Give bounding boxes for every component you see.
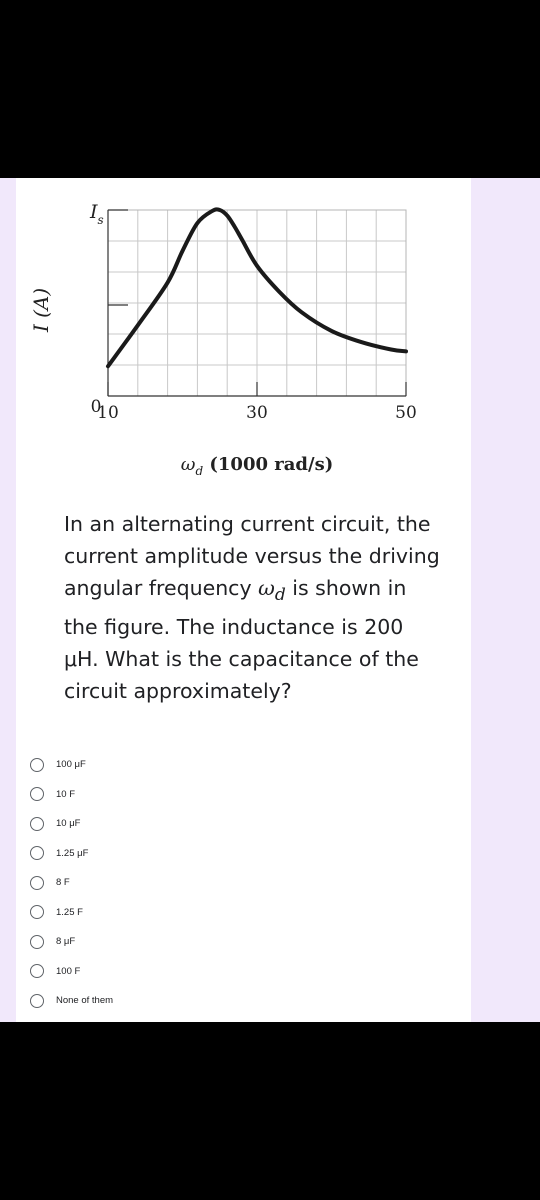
left-margin [0, 178, 16, 1022]
option-1-25-uF[interactable] [30, 839, 450, 869]
option-label: 1.25 F [56, 906, 83, 918]
option-label: 1.25 μF [56, 847, 89, 859]
option-10-uF[interactable] [30, 809, 450, 839]
option-8-F[interactable] [30, 868, 450, 898]
radio-button[interactable] [30, 905, 44, 919]
option-100-uF[interactable] [30, 750, 450, 780]
radio-button[interactable] [30, 817, 44, 831]
resonance-chart [20, 190, 440, 490]
question-text: In an alternating current circuit, the current amplitude versus the driving angular frequency $\omega_d$ is shown in the figure. The inductance is 200 μH. What is the capacitance of the circuit approximately? [64, 512, 440, 704]
radio-button[interactable] [30, 787, 44, 801]
x-tick-label: 10 [97, 403, 119, 423]
radio-button[interactable] [30, 876, 44, 890]
option-100-F[interactable] [30, 957, 450, 987]
option-label: None of them [56, 995, 114, 1007]
option-10-F[interactable] [30, 780, 450, 810]
option-1-25-F[interactable] [30, 898, 450, 928]
x-tick-label: 50 [395, 403, 417, 423]
omega-symbol: $\omega_d$ [258, 576, 286, 606]
radio-button[interactable] [30, 846, 44, 860]
option-label: 10 F [56, 788, 76, 800]
option-label: 100 μF [56, 759, 86, 771]
radio-button[interactable] [30, 964, 44, 978]
radio-button[interactable] [30, 994, 44, 1008]
x-tick-label: 30 [246, 403, 268, 423]
status-bar-area [0, 0, 540, 178]
option-none-of-them[interactable] [30, 986, 450, 1016]
question-figure [20, 190, 440, 490]
radio-button[interactable] [30, 758, 44, 772]
option-label: 100 F [56, 965, 81, 977]
y-axis-label: I (A) [29, 287, 53, 333]
answer-options [30, 750, 450, 1016]
x-tick-labels [97, 403, 417, 423]
option-8-uF[interactable] [30, 927, 450, 957]
right-margin [471, 178, 540, 1022]
navigation-bar-area [0, 1022, 540, 1200]
option-label: 10 μF [56, 818, 81, 830]
option-label: 8 μF [56, 936, 76, 948]
y-max-label: $I_s$ [90, 201, 104, 227]
x-axis-label: $\omega_d$ (1000 rad/s) [180, 454, 334, 478]
option-label: 8 F [56, 877, 70, 889]
radio-button[interactable] [30, 935, 44, 949]
y-zero-label: 0 [90, 397, 102, 417]
